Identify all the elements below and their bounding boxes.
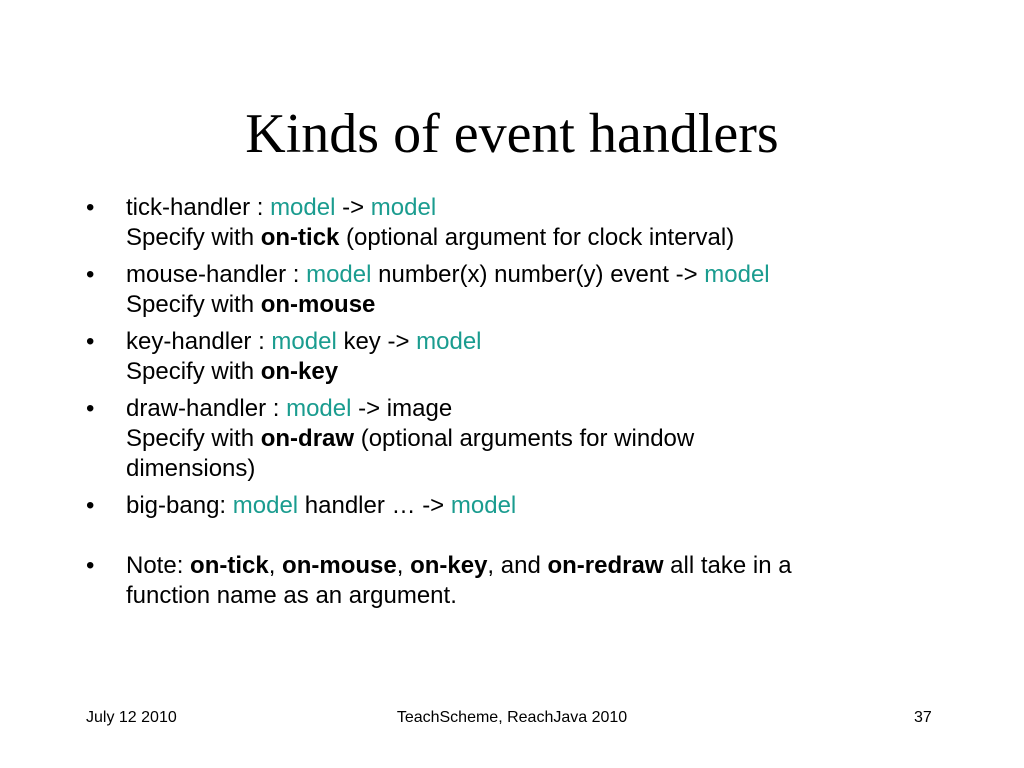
bullet-line xyxy=(126,491,946,521)
model-keyword: model xyxy=(286,395,352,422)
text: , and xyxy=(487,552,548,579)
handler-keyword: on-draw xyxy=(260,425,355,452)
bullet-item-key-handler xyxy=(86,327,946,387)
bullet-item-mouse-handler xyxy=(86,260,946,320)
model-keyword: model xyxy=(270,194,336,221)
bullet-icon: • xyxy=(86,492,95,519)
text: Specify with xyxy=(126,224,261,251)
text: -> xyxy=(335,194,371,221)
text: key-handler : xyxy=(126,328,272,355)
note-line xyxy=(126,551,946,581)
model-keyword: model xyxy=(450,492,517,519)
bullet-item-big-bang xyxy=(86,491,946,521)
handler-keyword: on-redraw xyxy=(547,552,664,579)
model-keyword: model xyxy=(416,328,482,355)
text: Specify with xyxy=(126,291,261,318)
bullet-icon: • xyxy=(86,261,95,288)
handler-keyword: on-key xyxy=(410,552,488,579)
bullet-icon: • xyxy=(86,395,95,422)
slide-number: 37 xyxy=(914,709,932,726)
bullet-spec-continuation: dimensions) xyxy=(126,455,256,482)
text: mouse-handler : xyxy=(126,261,307,288)
text: draw-handler : xyxy=(126,395,287,422)
text: , xyxy=(268,552,283,579)
bullet-line xyxy=(126,394,946,424)
model-keyword: model xyxy=(704,261,770,288)
text: , xyxy=(396,552,411,579)
model-keyword: model xyxy=(370,194,437,221)
text: -> image xyxy=(351,395,453,422)
text: tick-handler : xyxy=(126,194,271,221)
bullet-line xyxy=(126,327,946,357)
bullet-icon: • xyxy=(86,194,95,221)
text: key -> xyxy=(336,328,417,355)
footer-date: July 12 2010 xyxy=(86,709,177,726)
text: number(x) number(y) event -> xyxy=(371,261,705,288)
handler-keyword: on-tick xyxy=(260,224,340,251)
model-keyword: model xyxy=(306,261,372,288)
bullet-item-tick-handler xyxy=(86,193,946,253)
bullet-line xyxy=(126,193,946,223)
bullet-list xyxy=(86,193,946,618)
model-keyword: model xyxy=(232,492,299,519)
handler-keyword: on-mouse xyxy=(260,291,376,318)
text: Note: xyxy=(126,552,191,579)
bullet-icon: • xyxy=(86,328,95,355)
text: Specify with xyxy=(126,358,261,385)
text: big-bang: xyxy=(126,492,233,519)
footer-presentation-name: TeachScheme, ReachJava 2010 xyxy=(396,709,628,726)
text: (optional argument for clock interval) xyxy=(339,224,735,251)
text: handler … -> xyxy=(298,492,451,519)
slide-title: Kinds of event handlers xyxy=(245,103,779,165)
bullet-spec-line xyxy=(126,357,946,387)
handler-keyword: on-key xyxy=(260,358,339,385)
text: Specify with xyxy=(126,425,261,452)
note-continuation: function name as an argument. xyxy=(126,582,457,609)
handler-keyword: on-tick xyxy=(190,552,269,579)
text: all take in a xyxy=(663,552,792,579)
bullet-item-draw-handler xyxy=(86,394,946,484)
bullet-line xyxy=(126,260,946,290)
bullet-item-note xyxy=(86,551,946,611)
bullet-spec-line xyxy=(126,223,946,253)
bullet-icon: • xyxy=(86,552,95,579)
handler-keyword: on-mouse xyxy=(282,552,397,579)
model-keyword: model xyxy=(271,328,337,355)
bullet-spec-line xyxy=(126,290,946,320)
bullet-spec-line xyxy=(126,424,946,454)
text: (optional arguments for window xyxy=(354,425,695,452)
